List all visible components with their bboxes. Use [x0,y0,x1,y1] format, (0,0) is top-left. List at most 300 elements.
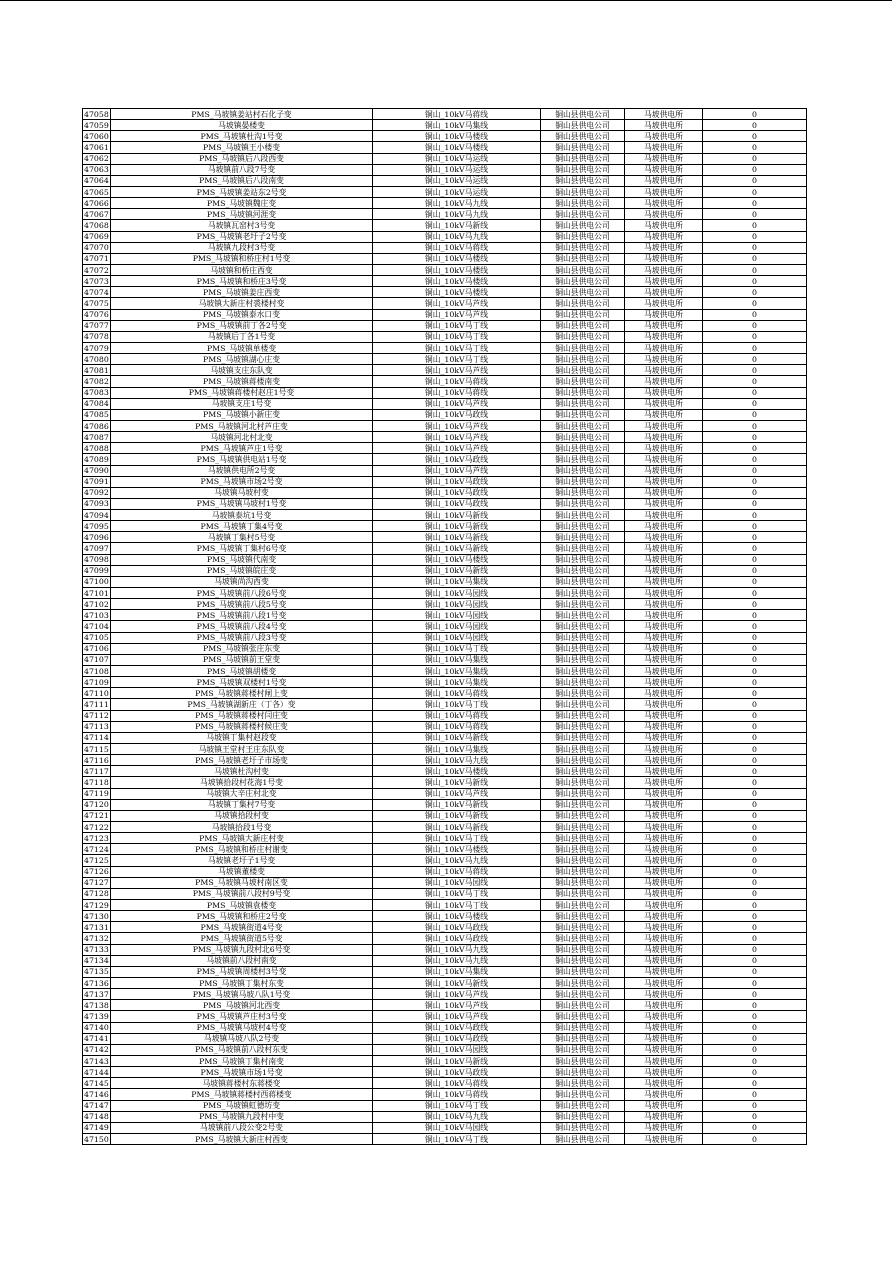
transformer-name-cell: PMS_马坡镇姜庄西变 [111,287,373,298]
feeder-line-cell: 铜山_10kV马政线 [373,454,541,465]
table-row [83,588,807,599]
transformer-name-cell: PMS_马坡镇前八段3号变 [111,632,373,643]
company-cell: 铜山县供电公司 [541,1055,625,1066]
transformer-name-cell: PMS_马坡镇前八段4号变 [111,621,373,632]
company-cell: 铜山县供电公司 [541,721,625,732]
station-cell: 马坡供电所 [625,510,703,521]
row-id-cell: 47091 [84,477,109,487]
row-id-cell: 47093 [84,499,109,509]
value-cell: 0 [703,498,807,509]
company-cell: 铜山县供电公司 [541,844,625,855]
transformer-name-cell: PMS_马坡镇街道4号变 [111,922,373,933]
feeder-line-cell: 铜山_10kV马园线 [373,599,541,610]
row-id-cell: 47078 [84,332,109,342]
value-cell: 0 [703,543,807,554]
row-id-cell: 47092 [84,488,109,498]
table-row [83,833,807,844]
row-id-cell: 47148 [84,1112,109,1122]
feeder-line-cell: 铜山_10kV马楼线 [373,554,541,565]
transformer-name-cell: 马坡镇马坡村变 [111,487,373,498]
company-cell: 铜山县供电公司 [541,1000,625,1011]
transformer-name-cell: 马坡镇老圩子1号变 [111,855,373,866]
value-cell: 0 [703,164,807,175]
table-row [83,855,807,866]
station-cell: 马坡供电所 [625,554,703,565]
row-id-cell: 47064 [84,176,109,186]
value-cell: 0 [703,1122,807,1133]
transformer-name-cell: 马坡镇供电所2号变 [111,465,373,476]
station-cell: 马坡供电所 [625,153,703,164]
feeder-line-cell: 铜山_10kV马新线 [373,543,541,554]
row-id-cell: 47058 [84,109,109,119]
company-cell: 铜山县供电公司 [541,498,625,509]
company-cell: 铜山县供电公司 [541,599,625,610]
row-id-cell: 47069 [84,232,109,242]
station-cell: 马坡供电所 [625,922,703,933]
station-cell: 马坡供电所 [625,1033,703,1044]
transformer-name-cell: PMS_马坡镇大新庄村变 [111,833,373,844]
table-row [83,654,807,665]
feeder-line-cell: 铜山_10kV马丁线 [373,320,541,331]
company-cell: 铜山县供电公司 [541,365,625,376]
transformer-name-cell: PMS_马坡镇前八段村9号变 [111,888,373,899]
table-row [83,409,807,420]
feeder-line-cell: 铜山_10kV马丁线 [373,331,541,342]
row-id-cell: 47060 [84,131,109,141]
value-cell: 0 [703,666,807,677]
row-id-cell: 47090 [84,466,109,476]
transformer-name-cell: PMS_马坡镇皖庄变 [111,565,373,576]
table-row [83,710,807,721]
station-cell: 马坡供电所 [625,476,703,487]
transformer-name-cell: PMS_马坡镇和桥庄2号变 [111,911,373,922]
transformer-name-cell: PMS_马坡镇芦庄1号变 [111,443,373,454]
company-cell: 铜山县供电公司 [541,264,625,275]
station-cell: 马坡供电所 [625,287,703,298]
company-cell: 铜山县供电公司 [541,532,625,543]
table-row [83,966,807,977]
transformer-table [82,108,807,1145]
row-id-cell: 47096 [84,532,109,542]
station-cell: 马坡供电所 [625,231,703,242]
row-id-cell: 47079 [84,343,109,353]
company-cell: 铜山县供电公司 [541,866,625,877]
company-cell: 铜山县供电公司 [541,1067,625,1078]
row-id-cell: 47137 [84,989,109,999]
station-cell: 马坡供电所 [625,1122,703,1133]
feeder-line-cell: 铜山_10kV马丁线 [373,643,541,654]
station-cell: 马坡供电所 [625,677,703,688]
feeder-line-cell: 铜山_10kV马丁线 [373,833,541,844]
station-cell: 马坡供电所 [625,354,703,365]
value-cell: 0 [703,822,807,833]
transformer-name-cell: PMS_马坡镇老圩子市场变 [111,755,373,766]
company-cell: 铜山县供电公司 [541,1033,625,1044]
feeder-line-cell: 铜山_10kV马芦线 [373,1011,541,1022]
table-row [83,242,807,253]
row-id-cell: 47082 [84,376,109,386]
station-cell: 马坡供电所 [625,487,703,498]
row-id-cell: 47068 [84,220,109,230]
company-cell: 铜山县供电公司 [541,543,625,554]
company-cell: 铜山县供电公司 [541,320,625,331]
row-id-cell: 47070 [84,243,109,253]
feeder-line-cell: 铜山_10kV马芦线 [373,989,541,1000]
station-cell: 马坡供电所 [625,264,703,275]
value-cell: 0 [703,989,807,1000]
row-id-cell: 47111 [84,700,109,710]
feeder-line-cell: 铜山_10kV马楼线 [373,253,541,264]
row-id-cell: 47126 [84,867,109,877]
value-cell: 0 [703,209,807,220]
value-cell: 0 [703,788,807,799]
value-cell: 0 [703,955,807,966]
company-cell: 铜山县供电公司 [541,877,625,888]
value-cell: 0 [703,387,807,398]
table-row [83,142,807,153]
table-row [83,822,807,833]
transformer-name-cell: PMS_马坡镇张庄东变 [111,643,373,654]
feeder-line-cell: 铜山_10kV马政线 [373,933,541,944]
station-cell: 马坡供电所 [625,131,703,142]
row-id-cell: 47104 [84,622,109,632]
company-cell: 铜山县供电公司 [541,298,625,309]
transformer-name-cell: 马坡镇丁集村7号变 [111,799,373,810]
table-row [83,120,807,131]
station-cell: 马坡供电所 [625,888,703,899]
row-id-cell: 47067 [84,209,109,219]
feeder-line-cell: 铜山_10kV马集线 [373,677,541,688]
transformer-name-cell: PMS_马坡镇丁集村6号变 [111,543,373,554]
transformer-name-cell: PMS_马坡镇代南变 [111,554,373,565]
transformer-name-cell: PMS_马坡镇姜站东2号变 [111,186,373,197]
station-cell: 马坡供电所 [625,911,703,922]
table-row [83,666,807,677]
company-cell: 铜山县供电公司 [541,610,625,621]
company-cell: 铜山县供电公司 [541,1022,625,1033]
table-row [83,744,807,755]
table-row [83,131,807,142]
value-cell: 0 [703,1044,807,1055]
feeder-line-cell: 铜山_10kV马新线 [373,521,541,532]
value-cell: 0 [703,476,807,487]
transformer-name-cell: PMS_马坡镇马坡村1号变 [111,498,373,509]
transformer-name-cell: PMS_马坡镇前八段村东变 [111,1044,373,1055]
value-cell: 0 [703,866,807,877]
table-row [83,354,807,365]
feeder-line-cell: 铜山_10kV马集线 [373,744,541,755]
table-row [83,287,807,298]
feeder-line-cell: 铜山_10kV马蒋线 [373,1089,541,1100]
station-cell: 马坡供电所 [625,610,703,621]
company-cell: 铜山县供电公司 [541,899,625,910]
transformer-name-cell: PMS_马坡镇九段村北6号变 [111,944,373,955]
row-id-cell: 47131 [84,922,109,932]
value-cell: 0 [703,532,807,543]
transformer-name-cell: PMS_马坡镇泰水口变 [111,309,373,320]
value-cell: 0 [703,977,807,988]
station-cell: 马坡供电所 [625,977,703,988]
company-cell: 铜山县供电公司 [541,955,625,966]
row-id-cell: 47120 [84,800,109,810]
value-cell: 0 [703,654,807,665]
station-cell: 马坡供电所 [625,276,703,287]
value-cell: 0 [703,1089,807,1100]
station-cell: 马坡供电所 [625,365,703,376]
station-cell: 马坡供电所 [625,253,703,264]
company-cell: 铜山县供电公司 [541,944,625,955]
station-cell: 马坡供电所 [625,654,703,665]
table-row [83,220,807,231]
feeder-line-cell: 铜山_10kV马芦线 [373,432,541,443]
transformer-name-cell: PMS_马坡镇后八段南变 [111,175,373,186]
transformer-name-cell: 马坡镇杜沟村变 [111,766,373,777]
station-cell: 马坡供电所 [625,732,703,743]
transformer-name-cell: PMS_马坡镇周楼村3号变 [111,966,373,977]
transformer-name-cell: 马坡镇董楼变 [111,866,373,877]
row-id-cell: 47107 [84,655,109,665]
value-cell: 0 [703,454,807,465]
company-cell: 铜山县供电公司 [541,276,625,287]
station-cell: 马坡供电所 [625,877,703,888]
value-cell: 0 [703,420,807,431]
row-id-cell: 47110 [84,688,109,698]
feeder-line-cell: 铜山_10kV马芦线 [373,365,541,376]
feeder-line-cell: 铜山_10kV马集线 [373,576,541,587]
station-cell: 马坡供电所 [625,855,703,866]
transformer-name-cell: 马坡镇后丁各1号变 [111,331,373,342]
feeder-line-cell: 铜山_10kV马蒋线 [373,866,541,877]
transformer-name-cell: 马坡镇晏楼变 [111,120,373,131]
row-id-cell: 47088 [84,443,109,453]
transformer-name-cell: 马坡镇拾段1号变 [111,822,373,833]
value-cell: 0 [703,1078,807,1089]
table-body [83,109,807,1145]
row-id-cell: 47095 [84,521,109,531]
station-cell: 马坡供电所 [625,1133,703,1144]
table-row [83,1067,807,1078]
feeder-line-cell: 铜山_10kV马蒋线 [373,376,541,387]
table-row [83,755,807,766]
station-cell: 马坡供电所 [625,409,703,420]
table-row [83,387,807,398]
row-id-cell: 47138 [84,1000,109,1010]
station-cell: 马坡供电所 [625,599,703,610]
station-cell: 马坡供电所 [625,142,703,153]
value-cell: 0 [703,231,807,242]
transformer-name-cell: PMS_马坡镇前八段5号变 [111,599,373,610]
transformer-name-cell: 马坡镇泰坑1号变 [111,510,373,521]
value-cell: 0 [703,810,807,821]
table-row [83,933,807,944]
company-cell: 铜山县供电公司 [541,755,625,766]
row-id-cell: 47113 [84,722,109,732]
feeder-line-cell: 铜山_10kV马新线 [373,822,541,833]
transformer-name-cell: 马坡镇拾段村花海1号变 [111,777,373,788]
company-cell: 铜山县供电公司 [541,822,625,833]
table-row [83,944,807,955]
company-cell: 铜山县供电公司 [541,220,625,231]
value-cell: 0 [703,220,807,231]
feeder-line-cell: 铜山_10kV马九线 [373,955,541,966]
station-cell: 马坡供电所 [625,989,703,1000]
transformer-name-cell: 马坡镇大新庄村裘楼村变 [111,298,373,309]
value-cell: 0 [703,1000,807,1011]
row-id-cell: 47086 [84,421,109,431]
value-cell: 0 [703,1111,807,1122]
station-cell: 马坡供电所 [625,810,703,821]
table-row [83,1000,807,1011]
row-id-cell: 47085 [84,410,109,420]
row-id-cell: 47087 [84,432,109,442]
row-id-cell: 47135 [84,967,109,977]
feeder-line-cell: 铜山_10kV马丁线 [373,342,541,353]
company-cell: 铜山县供电公司 [541,109,625,120]
table-row [83,1011,807,1022]
value-cell: 0 [703,1022,807,1033]
station-cell: 马坡供电所 [625,1022,703,1033]
transformer-name-cell: PMS_马坡镇街道5号变 [111,933,373,944]
station-cell: 马坡供电所 [625,175,703,186]
table-row [83,1100,807,1111]
transformer-name-cell: PMS_马坡镇市场2号变 [111,476,373,487]
row-id-cell: 47102 [84,599,109,609]
feeder-line-cell: 铜山_10kV马新线 [373,1055,541,1066]
transformer-name-cell: PMS_马坡镇蒋楼村闸上变 [111,688,373,699]
row-id-cell: 47133 [84,945,109,955]
value-cell: 0 [703,242,807,253]
value-cell: 0 [703,320,807,331]
company-cell: 铜山县供电公司 [541,744,625,755]
station-cell: 马坡供电所 [625,532,703,543]
table-row [83,454,807,465]
row-id-cell: 47115 [84,744,109,754]
company-cell: 铜山县供电公司 [541,164,625,175]
feeder-line-cell: 铜山_10kV马政线 [373,409,541,420]
value-cell: 0 [703,944,807,955]
feeder-line-cell: 铜山_10kV马蒋线 [373,688,541,699]
station-cell: 马坡供电所 [625,331,703,342]
value-cell: 0 [703,354,807,365]
transformer-name-cell: PMS_马坡镇蒋楼南变 [111,376,373,387]
table-row [83,1089,807,1100]
table-row [83,632,807,643]
row-id-cell: 47108 [84,666,109,676]
company-cell: 铜山县供电公司 [541,922,625,933]
transformer-name-cell: 马坡镇尚沟西变 [111,576,373,587]
value-cell: 0 [703,588,807,599]
feeder-line-cell: 铜山_10kV马集线 [373,120,541,131]
feeder-line-cell: 铜山_10kV马新线 [373,732,541,743]
row-id-cell: 47097 [84,544,109,554]
company-cell: 铜山县供电公司 [541,621,625,632]
value-cell: 0 [703,766,807,777]
value-cell: 0 [703,643,807,654]
table-row [83,955,807,966]
row-id-cell: 47109 [84,677,109,687]
station-cell: 马坡供电所 [625,454,703,465]
company-cell: 铜山县供电公司 [541,666,625,677]
feeder-line-cell: 铜山_10kV马九线 [373,209,541,220]
station-cell: 马坡供电所 [625,398,703,409]
station-cell: 马坡供电所 [625,899,703,910]
value-cell: 0 [703,610,807,621]
table-row [83,599,807,610]
feeder-line-cell: 铜山_10kV马蒋线 [373,387,541,398]
value-cell: 0 [703,833,807,844]
table-row [83,298,807,309]
company-cell: 铜山县供电公司 [541,677,625,688]
value-cell: 0 [703,331,807,342]
table-row [83,164,807,175]
company-cell: 铜山县供电公司 [541,1078,625,1089]
value-cell: 0 [703,755,807,766]
row-id-cell: 47134 [84,956,109,966]
value-cell: 0 [703,443,807,454]
row-id-cell: 47149 [84,1123,109,1133]
transformer-name-cell: PMS_马坡镇小新庄变 [111,409,373,420]
table-row [83,576,807,587]
company-cell: 铜山县供电公司 [541,476,625,487]
company-cell: 铜山县供电公司 [541,354,625,365]
value-cell: 0 [703,432,807,443]
transformer-name-cell: 马坡镇马坡八队2号变 [111,1033,373,1044]
company-cell: 铜山县供电公司 [541,699,625,710]
table-row [83,677,807,688]
company-cell: 铜山县供电公司 [541,911,625,922]
feeder-line-cell: 铜山_10kV马园线 [373,588,541,599]
value-cell: 0 [703,911,807,922]
value-cell: 0 [703,109,807,120]
table-row [83,365,807,376]
station-cell: 马坡供电所 [625,1089,703,1100]
table-row [83,443,807,454]
transformer-name-cell: PMS_马坡镇胡楼变 [111,666,373,677]
feeder-line-cell: 铜山_10kV马丁线 [373,699,541,710]
station-cell: 马坡供电所 [625,777,703,788]
station-cell: 马坡供电所 [625,1044,703,1055]
station-cell: 马坡供电所 [625,298,703,309]
feeder-line-cell: 铜山_10kV马新线 [373,977,541,988]
station-cell: 马坡供电所 [625,521,703,532]
station-cell: 马坡供电所 [625,376,703,387]
table-row [83,732,807,743]
company-cell: 铜山县供电公司 [541,376,625,387]
transformer-name-cell: PMS_马坡镇前王堂变 [111,654,373,665]
station-cell: 马坡供电所 [625,966,703,977]
value-cell: 0 [703,487,807,498]
value-cell: 0 [703,153,807,164]
row-id-cell: 47094 [84,510,109,520]
row-id-cell: 47099 [84,566,109,576]
transformer-name-cell: 马坡镇蒋楼村东蒋楼变 [111,1078,373,1089]
table-row [83,153,807,164]
company-cell: 铜山县供电公司 [541,688,625,699]
transformer-name-cell: PMS_马坡镇老圩子2号变 [111,231,373,242]
company-cell: 铜山县供电公司 [541,198,625,209]
row-id-cell: 47144 [84,1067,109,1077]
transformer-name-cell: PMS_马坡镇和桥庄村谢变 [111,844,373,855]
row-id-cell: 47103 [84,610,109,620]
value-cell: 0 [703,287,807,298]
feeder-line-cell: 铜山_10kV马蒋线 [373,242,541,253]
row-id-cell: 47059 [84,120,109,130]
value-cell: 0 [703,554,807,565]
row-id-cell: 47124 [84,844,109,854]
transformer-name-cell: 马坡镇前八段公变2号变 [111,1122,373,1133]
table-row [83,209,807,220]
station-cell: 马坡供电所 [625,198,703,209]
